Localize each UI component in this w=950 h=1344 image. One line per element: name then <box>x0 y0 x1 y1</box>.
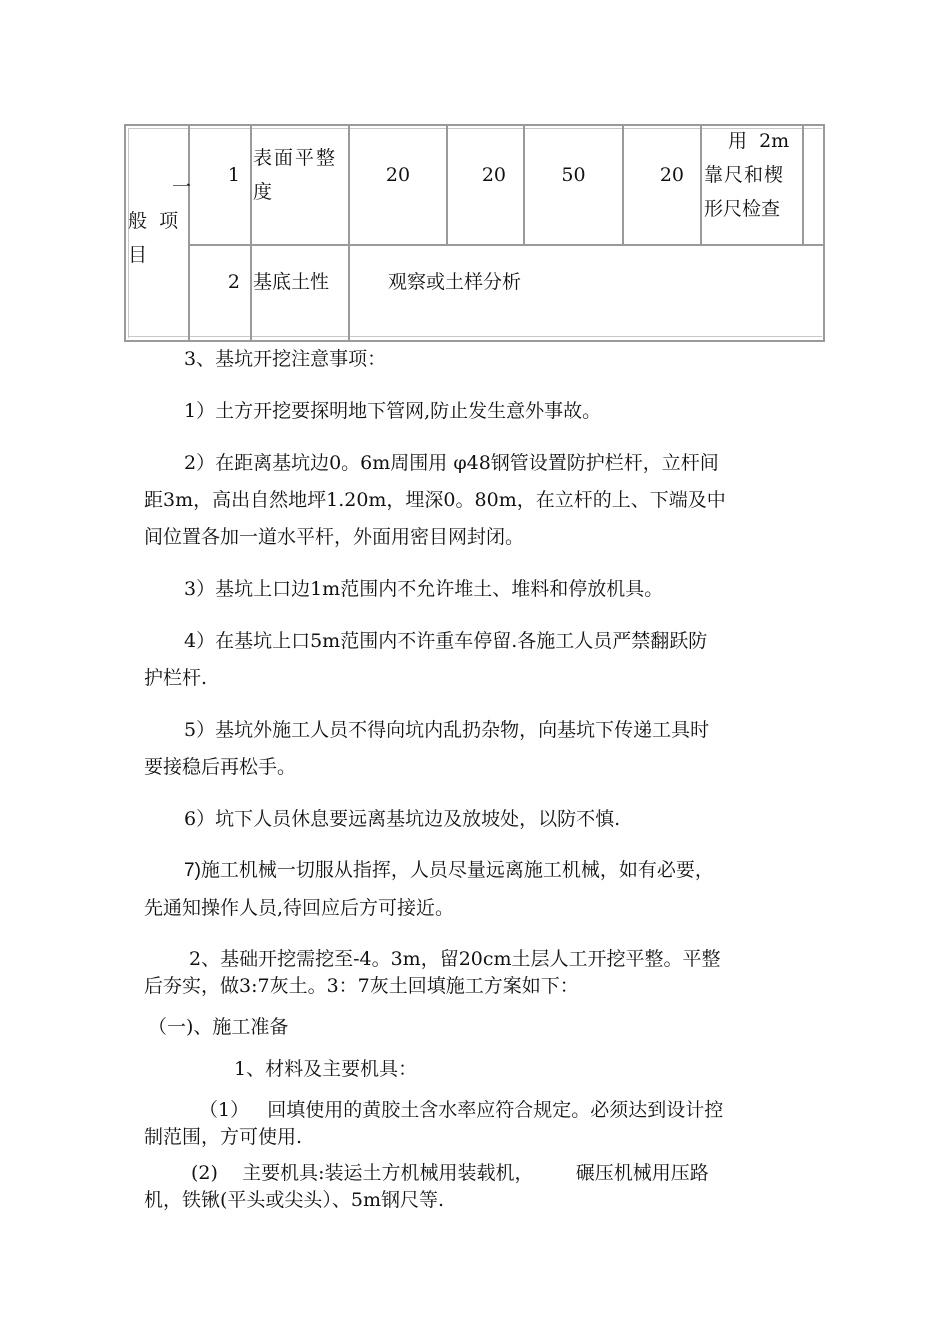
row1-number: 1 <box>227 164 240 186</box>
row2-number: 2 <box>227 271 240 293</box>
paragraph-4-line2: 护栏杆. <box>144 667 208 689</box>
col-line-1 <box>188 124 190 342</box>
row2-method: 观察或土样分析 <box>388 271 522 293</box>
col-line-7 <box>700 124 702 244</box>
paragraph-4-line1: 4）在基坑上口5m范围内不许重车停留.各施工人员严禁翻跃防 <box>184 630 708 652</box>
paragraph-9-line2: 制范围，方可使用. <box>144 1126 303 1148</box>
row1-value-3: 50 <box>561 164 586 186</box>
row1-method-line1: 用 2m <box>728 130 790 152</box>
group-label-line1: 一 <box>172 176 192 198</box>
row1-value-4: 20 <box>659 164 684 186</box>
row1-method-line3: 形尺检查 <box>704 198 781 220</box>
paragraph-9-line1: （1） 回填使用的黄胶土含水率应符合规定。必须达到设计控 <box>199 1099 724 1121</box>
table-border-top <box>124 124 825 126</box>
paragraph-8-line2: 后夯实，做3:7灰土。3：7灰土回填施工方案如下： <box>144 975 579 997</box>
table-border-right <box>823 124 825 342</box>
table-border-top-inner <box>128 128 822 129</box>
paragraph-2-line3: 间位置各加一道水平杆，外面用密目网封闭。 <box>144 526 525 548</box>
paragraph-2-line2: 距3m，高出自然地坪1.20m，埋深0。80m，在立杆的上、下端及中 <box>144 489 726 511</box>
paragraph-7-line1: 7)施工机械一切服从指挥，人员尽量远离施工机械，如有必要， <box>184 860 714 881</box>
paragraph-10-line2: 机，铁锹(平头或尖头）、5m钢尺等. <box>144 1189 445 1211</box>
section-heading-preparation: （一)、施工准备 <box>148 1016 289 1038</box>
row1-value-1: 20 <box>385 164 411 186</box>
paragraph-8-line1: 2、基础开挖需挖至-4。3m，留20cm土层人工开挖平整。平整 <box>189 948 721 970</box>
paragraph-2-line1: 2）在距离基坑边0。6m周围用 φ48钢管设置防护栏杆，立杆间 <box>184 452 719 474</box>
paragraph-5-line1: 5）基坑外施工人员不得向坑内乱扔杂物，向基坑下传递工具时 <box>184 719 710 741</box>
col-line-3 <box>348 124 350 342</box>
paragraph-1: 1）土方开挖要探明地下管网,防止发生意外事故。 <box>184 400 602 422</box>
col-line-2 <box>250 124 252 342</box>
paragraph-3: 3）基坑上口边1m范围内不允许堆土、堆料和停放机具。 <box>184 578 664 600</box>
paragraph-7-line2: 先通知操作人员,待回应后方可接近。 <box>144 897 455 919</box>
section-heading-precautions: 3、基坑开挖注意事项： <box>184 348 387 370</box>
table-border-left <box>124 124 126 342</box>
group-label-line3: 目 <box>128 244 148 266</box>
inspection-table <box>124 124 825 343</box>
row-separator <box>188 244 825 246</box>
col-line-8 <box>802 124 804 244</box>
paragraph-10-line1: (2) 主要机具:装运土方机械用装载机， 碾压机械用压路 <box>191 1162 709 1184</box>
row1-item-line1: 表面平整 <box>253 147 338 169</box>
table-border-bottom-inner <box>128 336 822 337</box>
row1-item-line2: 度 <box>253 181 273 203</box>
paragraph-5-line2: 要接稳后再松手。 <box>144 756 297 778</box>
table-border-bottom <box>124 340 825 342</box>
subheading-materials: 1、材料及主要机具： <box>234 1058 418 1080</box>
row2-item: 基底土性 <box>253 271 330 293</box>
row1-value-2: 20 <box>481 164 506 186</box>
paragraph-6: 6）坑下人员休息要远离基坑边及放坡处，以防不慎. <box>184 808 621 830</box>
row1-method-line2: 靠尺和楔 <box>704 164 785 186</box>
group-label-line2: 般 项 <box>128 210 179 232</box>
